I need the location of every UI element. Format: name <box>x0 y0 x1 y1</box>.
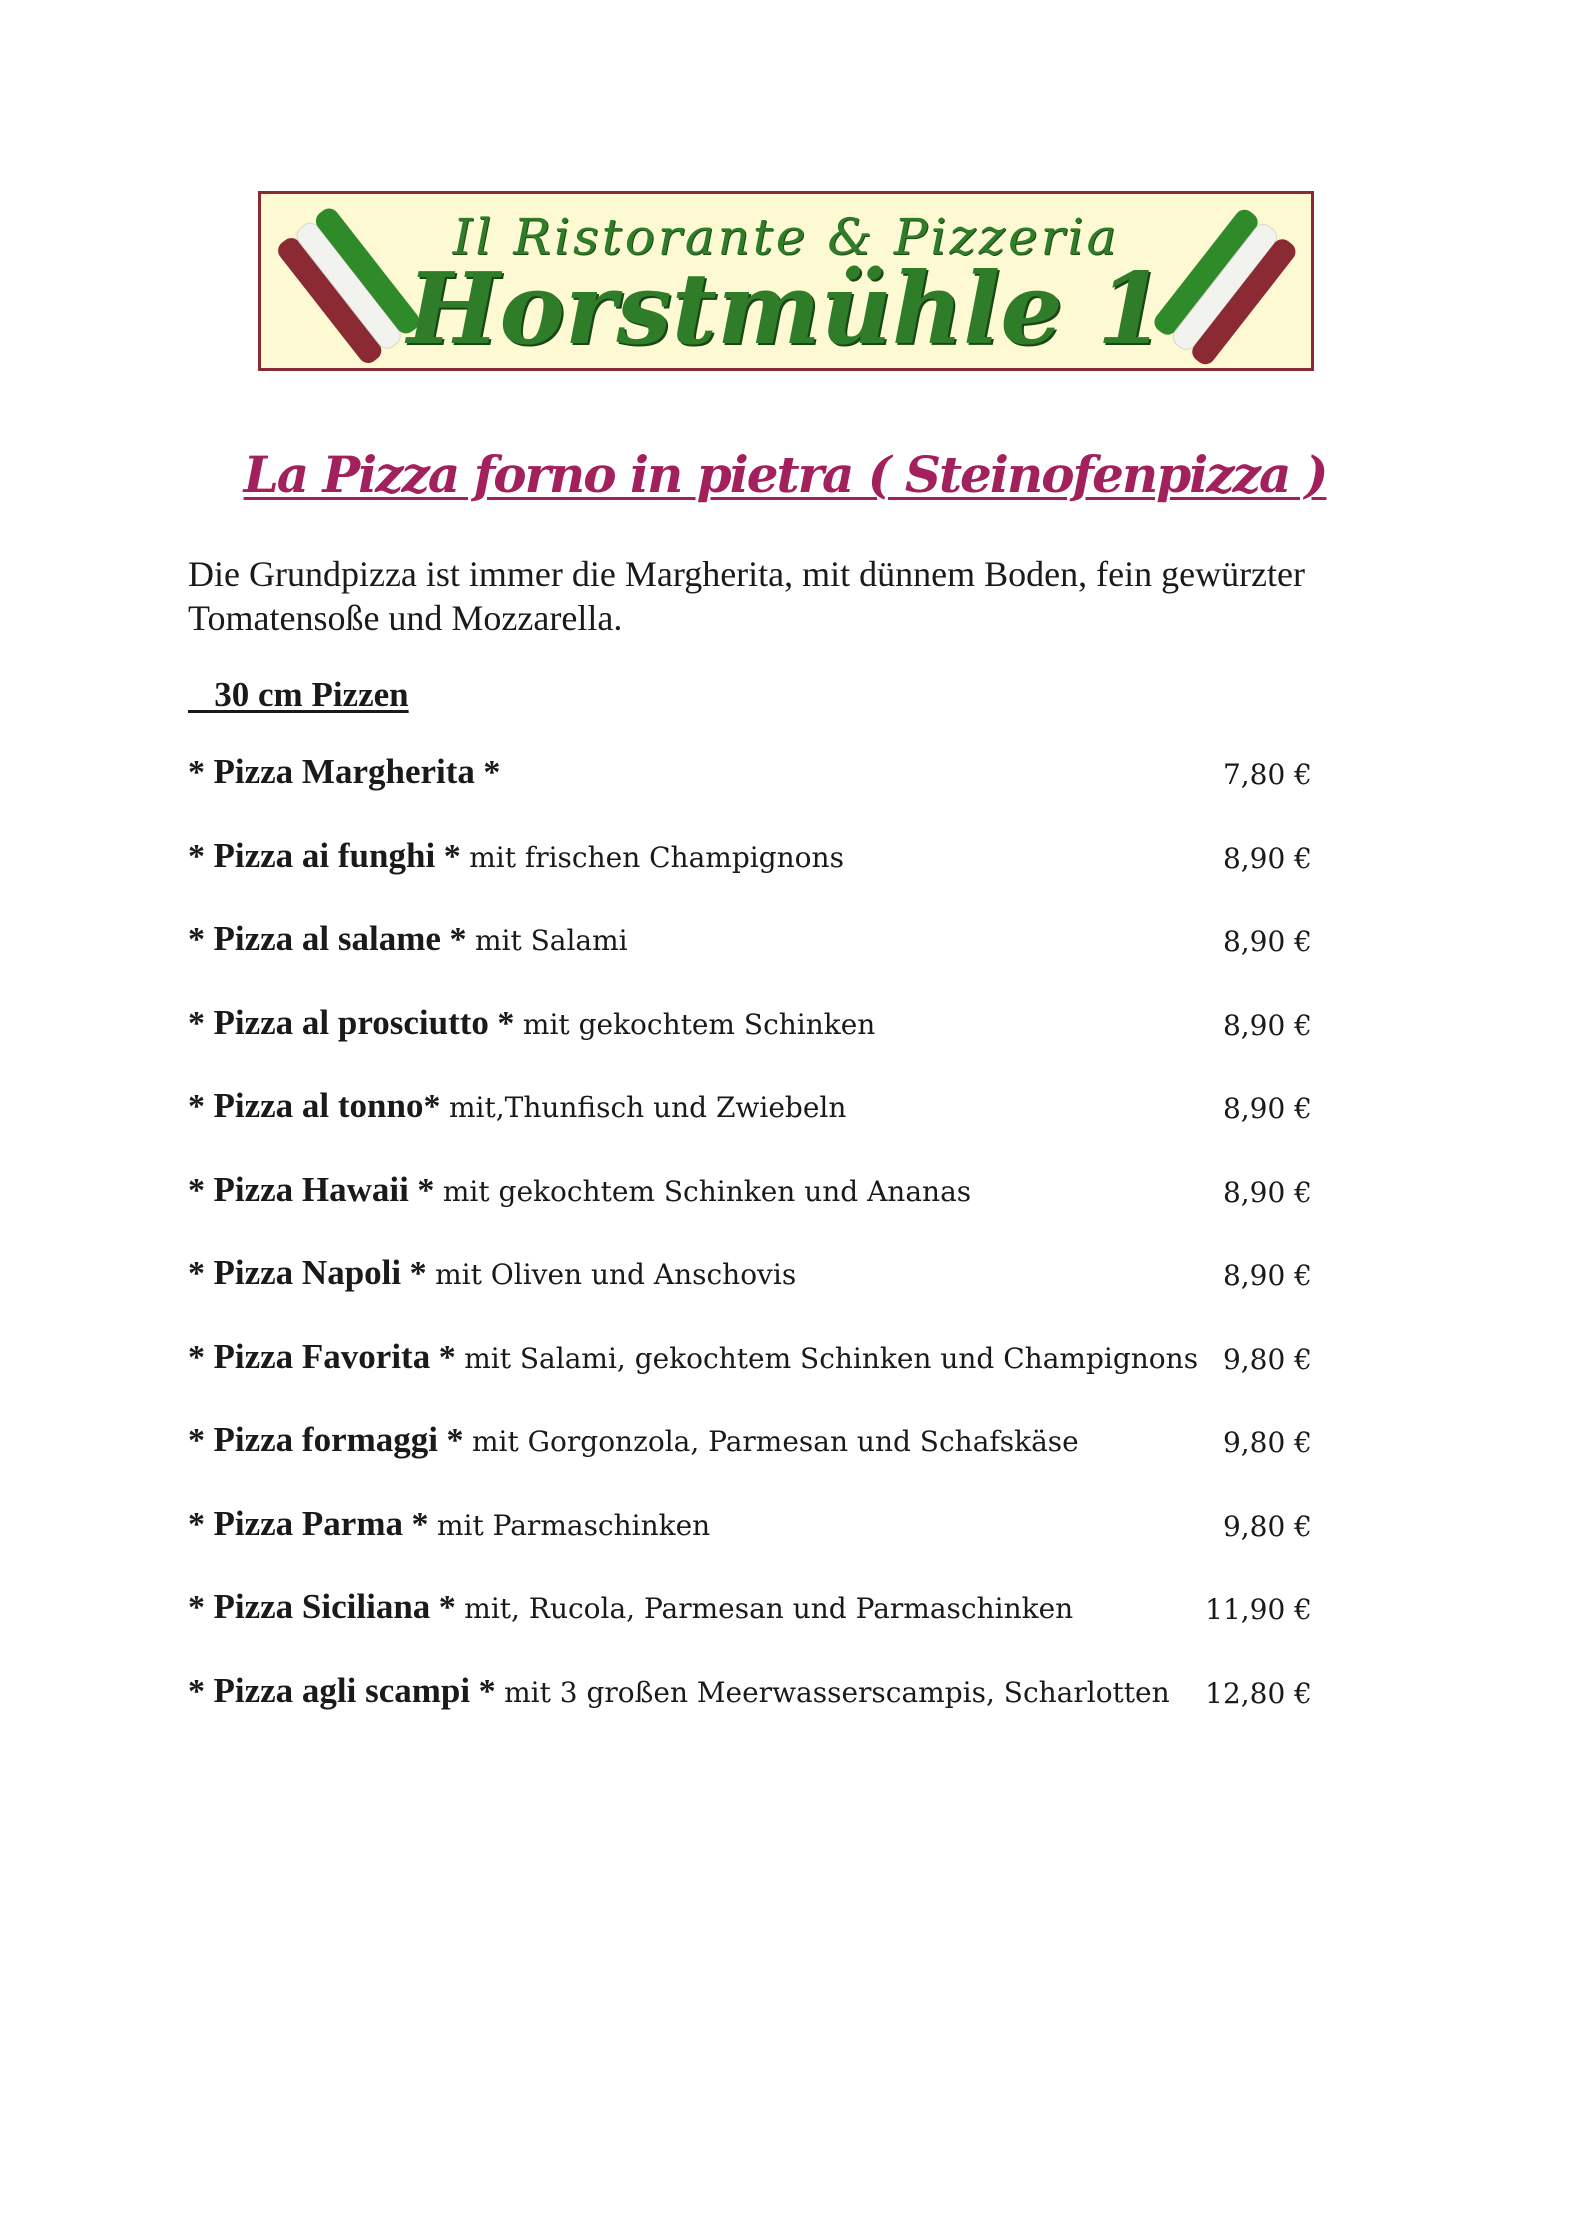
dish-price: 12,80 € <box>1205 1676 1312 1710</box>
dish-description: mit gekochtem Schinken <box>522 1007 876 1041</box>
dish-description: mit Gorgonzola, Parmesan und Schafskäse <box>472 1425 1079 1458</box>
asterisk: * <box>188 1422 214 1459</box>
menu-list <box>188 752 1320 1754</box>
dish-name: Pizza Hawaii <box>213 1169 409 1209</box>
dish-price: 8,90 € <box>1222 841 1312 875</box>
menu-item <box>188 919 1320 1003</box>
menu-item <box>188 1086 1320 1170</box>
asterisk: * <box>423 1088 449 1125</box>
intro-line: Die Grundpizza ist immer die Margherita, mit dünnem Boden, fein gewürzter <box>188 554 1306 594</box>
asterisk: * <box>188 1672 214 1710</box>
dish-name: Pizza agli scampi <box>213 1670 471 1710</box>
asterisk: * <box>188 1171 214 1209</box>
asterisk: * <box>401 1255 436 1292</box>
dish-price: 9,80 € <box>1222 1342 1312 1376</box>
dish-price: 9,80 € <box>1222 1426 1312 1459</box>
dish-name: Pizza Margherita <box>213 752 475 791</box>
dish-name: Pizza Napoli <box>213 1253 402 1292</box>
menu-item <box>188 1671 1320 1755</box>
asterisk: * <box>408 1171 443 1209</box>
dish-name: Pizza al tonno <box>213 1086 424 1125</box>
dish-name: Pizza al salame <box>213 919 441 958</box>
menu-item <box>188 1420 1320 1504</box>
menu-item <box>188 752 1320 836</box>
asterisk: * <box>488 1004 523 1042</box>
dish-description: mit frischen Champignons <box>469 840 844 874</box>
asterisk: * <box>188 1255 214 1292</box>
asterisk: * <box>403 1505 437 1543</box>
dish-price: 8,90 € <box>1222 1175 1312 1209</box>
logo-name: Horstmühle 1 <box>406 252 1166 367</box>
dish-name: Pizza al prosciutto <box>213 1002 489 1042</box>
dish-price: 8,90 € <box>1222 1259 1312 1292</box>
dish-name: Pizza formaggi <box>213 1420 438 1459</box>
asterisk: * <box>188 1004 214 1042</box>
dish-name: Pizza ai funghi <box>213 835 436 875</box>
menu-item <box>188 1003 1320 1087</box>
asterisk: * <box>440 921 475 958</box>
asterisk: * <box>188 1338 214 1376</box>
asterisk: * <box>188 837 214 875</box>
dish-name: Pizza Siciliana <box>213 1587 431 1626</box>
asterisk: * <box>188 1505 214 1543</box>
dish-description: mit Salami <box>474 924 628 957</box>
dish-price: 8,90 € <box>1222 1092 1312 1125</box>
asterisk: * <box>438 1422 472 1459</box>
menu-item <box>188 1337 1320 1421</box>
intro-line: Tomatensoße und Mozzarella. <box>188 598 623 638</box>
dish-name: Pizza Parma <box>213 1503 403 1543</box>
restaurant-logo <box>258 191 1314 371</box>
dish-description: mit,Thunfisch und Zwiebeln <box>448 1091 847 1124</box>
dish-price: 7,80 € <box>1222 758 1312 791</box>
asterisk: * <box>474 754 501 791</box>
asterisk: * <box>188 1589 214 1626</box>
dish-price: 9,80 € <box>1222 1509 1312 1543</box>
asterisk: * <box>188 754 214 791</box>
menu-title: La Pizza forno in pietra ( Steinofenpizza ) <box>243 445 1327 504</box>
dish-description: mit, Rucola, Parmesan und Parmaschinken <box>464 1592 1074 1625</box>
asterisk: * <box>470 1672 505 1710</box>
dish-description: mit Salami, gekochtem Schinken und Champignons <box>464 1341 1199 1375</box>
dish-price: 11,90 € <box>1205 1593 1312 1626</box>
asterisk: * <box>430 1589 465 1626</box>
asterisk: * <box>435 837 470 875</box>
dish-description: mit Oliven und Anschovis <box>435 1258 797 1291</box>
intro-text <box>188 552 1388 640</box>
menu-item <box>188 1253 1320 1337</box>
asterisk: * <box>188 1088 214 1125</box>
menu-item <box>188 1170 1320 1254</box>
dish-description: mit 3 großen Meerwasserscampis, Scharlotten <box>504 1675 1170 1709</box>
dish-description: mit gekochtem Schinken und Ananas <box>442 1174 972 1208</box>
asterisk: * <box>430 1338 465 1376</box>
menu-item <box>188 1587 1320 1671</box>
dish-price: 8,90 € <box>1222 1008 1312 1042</box>
asterisk: * <box>188 921 214 958</box>
menu-item <box>188 836 1320 920</box>
dish-description: mit Parmaschinken <box>437 1508 711 1542</box>
dish-name: Pizza Favorita <box>213 1336 431 1376</box>
menu-item <box>188 1504 1320 1588</box>
section-heading: 30 cm Pizzen <box>188 675 409 714</box>
dish-price: 8,90 € <box>1222 925 1312 958</box>
logo-subtitle: Il Ristorante & Pizzeria <box>452 208 1120 266</box>
